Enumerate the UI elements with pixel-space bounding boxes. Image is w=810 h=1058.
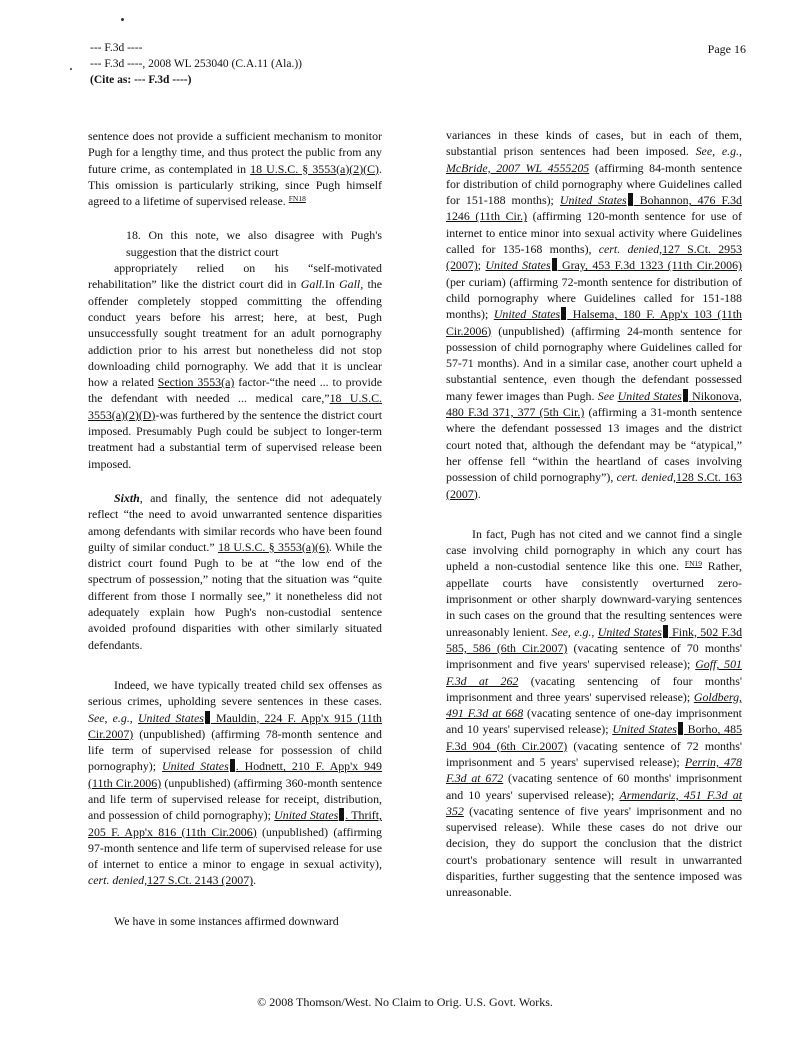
left-column [88, 128, 382, 929]
case-link[interactable]: Gray, 453 F.3d 1323 (11th Cir.2006) [557, 258, 742, 273]
footnote-first-line: 18. On this note, we also disagree with Pugh's suggestion that the district court [126, 228, 382, 259]
case-link[interactable]: Halsema, 180 F. App'x 103 (11th Cir.2006) [446, 307, 742, 338]
page-number: Page 16 [707, 42, 746, 56]
case-link[interactable]: United States [617, 388, 682, 403]
footnote-body: appropriately relied on his “self-motivated rehabilitation” like the district court did in Gall.In Gall, the offender completely stopped committing the offending conduct years before his arrest; here, at best, Pugh unsuccessfully sought treatment for an adult pornography addiction prior to his arrest but nonetheless did not stop downloading child pornography. We add that it is unclear how a related Section 3553(a) factor-“the need ... to provide the defendant with needed ... medical care,”18 U.S.C. 3553(a)(2)(D)-was furthered by the sentence the district court imposed. Presumably Pugh could be subject to longer-term treatment had a substantial term of supervised release been imposed. [88, 261, 382, 471]
paragraph: We have in some instances affirmed downward [114, 913, 339, 928]
keycite-flag-icon [230, 759, 235, 772]
case-link[interactable]: Goldberg, 491 F.3d at 668 [446, 689, 742, 721]
case-link[interactable]: United States [597, 624, 662, 639]
paragraph: Indeed, we have typically treated child sex offenses as serious crimes, upholding severe sentences in these cases. See, e.g., United States Mauldin, 224 F. App'x 915 (11th Cir.2007) (unpublished) (affirming 78-month sentence and life term of supervised release for possession of child pornography); United States . Hodnett, 210 F. App'x 949 (11th Cir.2006) (unpublished) (affirming 360-month sentence and life term of supervised release for receipt, distribution, and possession of child pornography); United States . Thrift, 205 F. App'x 816 (11th Cir.2006) (unpublished) (affirming 97-month sentence and life term of supervised release for use of internet to entice a minor to engage in sexual activity), cert. denied,127 S.Ct. 2143 (2007). [88, 677, 382, 888]
case-link[interactable]: United States [493, 307, 561, 322]
case-link[interactable]: Bohannon, 476 F.3d 1246 (11th Cir.) [446, 193, 742, 224]
case-link[interactable]: 128 S.Ct. 163 (2007) [446, 470, 742, 501]
copyright-footer: © 2008 Thomson/West. No Claim to Orig. U.S. Govt. Works. [257, 995, 553, 1009]
case-link[interactable]: Fink, 502 F.3d 585, 586 (6th Cir.2007) [446, 624, 743, 655]
statute-link[interactable]: Section 3553(a) [157, 375, 235, 390]
paragraph: variances in these kinds of cases, but in each of them, substantial prison sentences had been imposed. See, e.g., McBride, 2007 WL 4555205 (affirming 84-month sentence for distribution of child pornography where Guidelines called for 151-188 months); United States Bohannon, 476 F.3d 1246 (11th Cir.) (affirming 120-month sentence for use of internet to entice minor into sexual activity where Guidelines called for 135-168 months), cert. denied,127 S.Ct. 2953 (2007); United States Gray, 453 F.3d 1323 (11th Cir.2006) (per curiam) (affirming 72-month sentence for distribution of child pornography where Guidelines called for 151-188 months); United States Halsema, 180 F. App'x 103 (11th Cir.2006) (unpublished) (affirming 24-month sentence for possession of child pornography where Guidelines called for 57-71 months). And in a similar case, another court upheld a substantial sentence, even though the defendant possessed many fewer images than Pugh. See United States Nikonova, 480 F.3d 371, 377 (5th Cir.) (affirming a 31-month sentence where the defendant possessed 13 images and the district court noted that, although the defendant may be “atypical,” her offense fell “within the heartland of cases involving possession of child pornography”), cert. denied,128 S.Ct. 163 (2007). [446, 128, 742, 501]
case-link[interactable]: 127 S.Ct. 2143 (2007) [147, 873, 254, 888]
keycite-flag-icon [628, 193, 633, 206]
scan-speck [70, 68, 72, 70]
case-link[interactable]: McBride, 2007 WL 4555205 [446, 160, 590, 175]
keycite-flag-icon [339, 808, 344, 821]
footnote-ref[interactable]: FN18 [288, 194, 306, 204]
right-column [446, 127, 742, 901]
statute-link[interactable]: 18 U.S.C. § 3553(a)(6) [218, 539, 329, 554]
case-link[interactable]: Nikonova, 480 F.3d 371, 377 (5th Cir.) [446, 388, 742, 420]
paragraph: In fact, Pugh has not cited and we cannot find a single case involving child pornography in which any court has upheld a non-custodial sentence like this one. $^{FN19}$ Rather, appellate courts have consistently overturned zero-imprisonment or other sharply downward-varying sentences in such cases on the ground that the resulting sentences were unreasonably lenient. See, e.g., United States Fink, 502 F.3d 585, 586 (6th Cir.2007) (vacating sentence of 70 months' imprisonment and five years' supervised release); Goff, 501 F.3d at 262 (vacating sentencing of four months' imprisonment and three years' supervised release); Goldberg, 491 F.3d at 668 (vacating sentence of one-day imprisonment and 10 years' supervised release); United States Borho, 485 F.3d 904 (6th Cir.2007) (vacating sentence of 72 months' imprisonment and 5 years' supervised release); Perrin, 478 F.3d at 672 (vacating sentence of 60 months' imprisonment and 10 years' supervised release); Armendariz, 451 F.3d at 352 (vacating sentence of five years' imprisonment and no supervised release). While these cases do not drive our decision, they do support the conclusion that the district court's probationary sentence will result in unwarranted disparities, further suggesting that the sentence imposed was unreasonable. [446, 526, 743, 900]
footnote-18 [88, 227, 382, 471]
case-link[interactable]: . Thrift, 205 F. App'x 816 (11th Cir.2006) [88, 808, 382, 839]
scan-speck [121, 18, 124, 21]
keycite-flag-icon [552, 258, 557, 271]
case-link[interactable]: Goff, 501 F.3d at 262 [446, 657, 742, 688]
keycite-flag-icon [683, 389, 688, 402]
paragraph: sentence does not provide a sufficient mechanism to monitor Pugh for a lengthy time, and thus protect the public from any future crime, as contemplated in 18 U.S.C. § 3553(a)(2)(C). This omission is particularly striking, since Pugh himself agreed to a lifetime of supervised release. $^{FN18}$ [88, 129, 382, 209]
case-link[interactable]: . Hodnett, 210 F. App'x 949 (11th Cir.2006) [88, 759, 382, 790]
case-link[interactable]: Armendariz, 451 F.3d at 352 [446, 787, 742, 818]
keycite-flag-icon [205, 711, 210, 724]
case-link[interactable]: Borho, 485 F.3d 904 (6th Cir.2007) [446, 722, 742, 753]
case-link[interactable]: Mauldin, 224 F. App'x 915 (11th Cir.2007) [88, 710, 382, 741]
case-link[interactable]: United States [485, 258, 551, 273]
statute-link[interactable]: 18 U.S.C. 3553(a)(2)(D) [88, 391, 382, 422]
case-link[interactable]: United States [612, 722, 677, 737]
case-link[interactable]: United States [137, 710, 204, 725]
citation-header [90, 40, 302, 88]
keycite-flag-icon [663, 625, 668, 638]
header-line-1: --- F.3d ---- [90, 42, 143, 54]
keycite-flag-icon [561, 307, 566, 320]
case-link[interactable]: 127 S.Ct. 2953 (2007) [446, 242, 742, 273]
statute-link[interactable]: 18 U.S.C. § 3553(a)(2)(C) [250, 161, 380, 176]
paragraph: Sixth, and finally, the sentence did not adequately reflect “the need to avoid unwarranted sentence disparities among defendants with similar records who have been found guilty of similar conduct.” 18 U.S.C. § 3553(a)(6). While the district court found Pugh to be at “the low end of the spectrum of possession,” noting that the situation was “quite different from those I normally see,” it nonetheless did not adequately explain how Pugh's non-custodial sentence avoided profound disparities with other similarly situated defendants. [88, 490, 382, 652]
header-cite-as: (Cite as: --- F.3d ----) [90, 74, 192, 86]
case-link[interactable]: Perrin, 478 F.3d at 672 [446, 754, 743, 786]
header-line-2: --- F.3d ----, 2008 WL 253040 (C.A.11 (Ala.)) [90, 58, 302, 70]
case-link[interactable]: United States [559, 193, 627, 208]
keycite-flag-icon [678, 722, 683, 735]
case-link[interactable]: United States [161, 759, 229, 774]
footnote-ref[interactable]: FN19 [684, 559, 703, 569]
case-link[interactable]: United States [274, 808, 339, 823]
